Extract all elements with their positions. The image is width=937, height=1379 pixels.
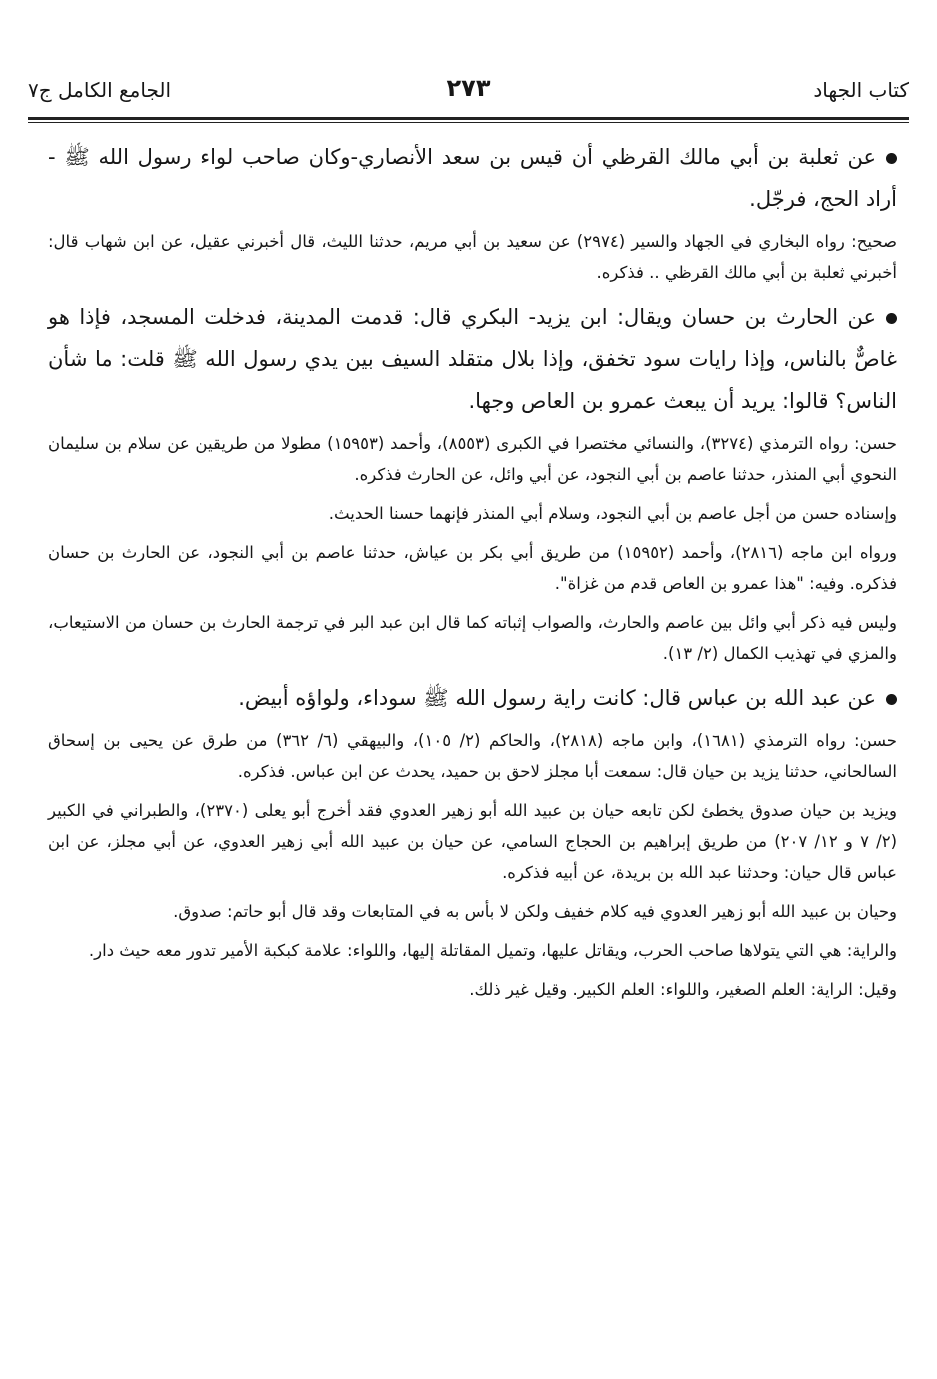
volume-title: الجامع الكامل ج٧ bbox=[28, 78, 172, 102]
takhrij-note: ورواه ابن ماجه (٢٨١٦)، وأحمد (١٥٩٥٢) من طريق أبي بكر بن عياش، حدثنا عاصم بن أبي النجود، عن الحارث بن حسان فذكره. وفيه: "هذا عمرو بن العاص قدم من غزاة". bbox=[48, 543, 897, 593]
header-rule-thin bbox=[28, 122, 909, 123]
hadith-paragraph bbox=[48, 296, 897, 422]
definition-note: وقيل: الراية: العلم الصغير، واللواء: العلم الكبير. وقيل غير ذلك. bbox=[469, 980, 897, 999]
page-body bbox=[48, 136, 897, 1013]
hadith-text: عن عبد الله بن عباس قال: كانت راية رسول الله ﷺ سوداء، ولواؤه أبيض. bbox=[238, 686, 876, 710]
page-number: ٢٧٣ bbox=[446, 74, 491, 102]
takhrij-note: حسن: رواه الترمذي (١٦٨١)، وابن ماجه (٢٨١٨)، والحاكم (٢/ ١٠٥)، والبيهقي (٦/ ٣٦٢) من طرق عن يحيى بن إسحاق السالحاني، حدثنا يزيد بن حيان قال: سمعت أبا مجلز لاحق بن حميد، يحدث عن ابن عباس. فذكره. bbox=[48, 731, 897, 781]
hadith-text: عن ثعلبة بن أبي مالك القرظي أن قيس بن سعد الأنصاري-وكان صاحب لواء رسول الله ﷺ - أراد الحج، فرجّل. bbox=[48, 145, 897, 211]
page-header bbox=[28, 70, 909, 114]
takhrij-note: صحيح: رواه البخاري في الجهاد والسير (٢٩٧٤) عن سعيد بن أبي مريم، حدثنا الليث، قال أخبرني عقيل، عن ابن شهاب قال: أخبرني ثعلبة بن أبي مالك القرظي .. فذكره. bbox=[48, 232, 897, 282]
bullet-icon bbox=[886, 313, 897, 324]
book-title: كتاب الجهاد bbox=[813, 78, 909, 102]
definition-note: والراية: هي التي يتولاها صاحب الحرب، ويقاتل عليها، وتميل المقاتلة إليها، واللواء: علامة كبكبة الأمير تدور معه حيث دار. bbox=[88, 941, 897, 960]
bullet-icon bbox=[886, 153, 897, 164]
takhrij-note: ويزيد بن حيان صدوق يخطئ لكن تابعه حيان بن عبيد الله أبو زهير العدوي فقد أخرج أبو يعلى (٢٣٧٠)، والطبراني في الكبير (٢/ ٧ و ١٢/ ٢٠٧) من طريق إبراهيم بن الحجاج السامي، عن حيان بن عبيد الله أبي زهير العدوي، عن أبي مجلز، عن ابن عباس قال حيان: وحدثنا عبد الله بن بريدة، عن أبيه فذكره. bbox=[48, 801, 898, 882]
bullet-icon bbox=[886, 694, 897, 705]
hadith-text: عن الحارث بن حسان ويقال: ابن يزيد- البكري قال: قدمت المدينة، فدخلت المسجد، فإذا هو غاصٌّ بالناس، وإذا رايات سود تخفق، وإذا بلال متقلد السيف بين يدي رسول الله ﷺ قلت: ما شأن الناس؟ قالوا: يريد أن يبعث عمرو بن العاص وجها. bbox=[48, 305, 897, 413]
hadith-paragraph bbox=[48, 136, 897, 220]
takhrij-note: وليس فيه ذكر أبي وائل بين عاصم والحارث، والصواب إثباته كما قال ابن عبد البر في ترجمة الحارث بن حسان من الاستيعاب، والمزي في تهذيب الكمال (٢/ ١٣). bbox=[48, 613, 897, 663]
takhrij-note: وإسناده حسن من أجل عاصم بن أبي النجود، وسلام أبي المنذر فإنهما حسنا الحديث. bbox=[328, 504, 897, 523]
takhrij-note: حسن: رواه الترمذي (٣٢٧٤)، والنسائي مختصرا في الكبرى (٨٥٥٣)، وأحمد (١٥٩٥٣) مطولا من طريقين عن سلام بن سليمان النحوي أبي المنذر، حدثنا عاصم بن أبي النجود، عن أبي وائل، عن الحارث فذكره. bbox=[48, 434, 897, 484]
header-rule bbox=[28, 117, 909, 120]
takhrij-note: وحيان بن عبيد الله أبو زهير العدوي فيه كلام خفيف ولكن لا بأس به في المتابعات وقد قال أبو حاتم: صدوق. bbox=[173, 902, 897, 921]
hadith-paragraph bbox=[48, 677, 897, 719]
